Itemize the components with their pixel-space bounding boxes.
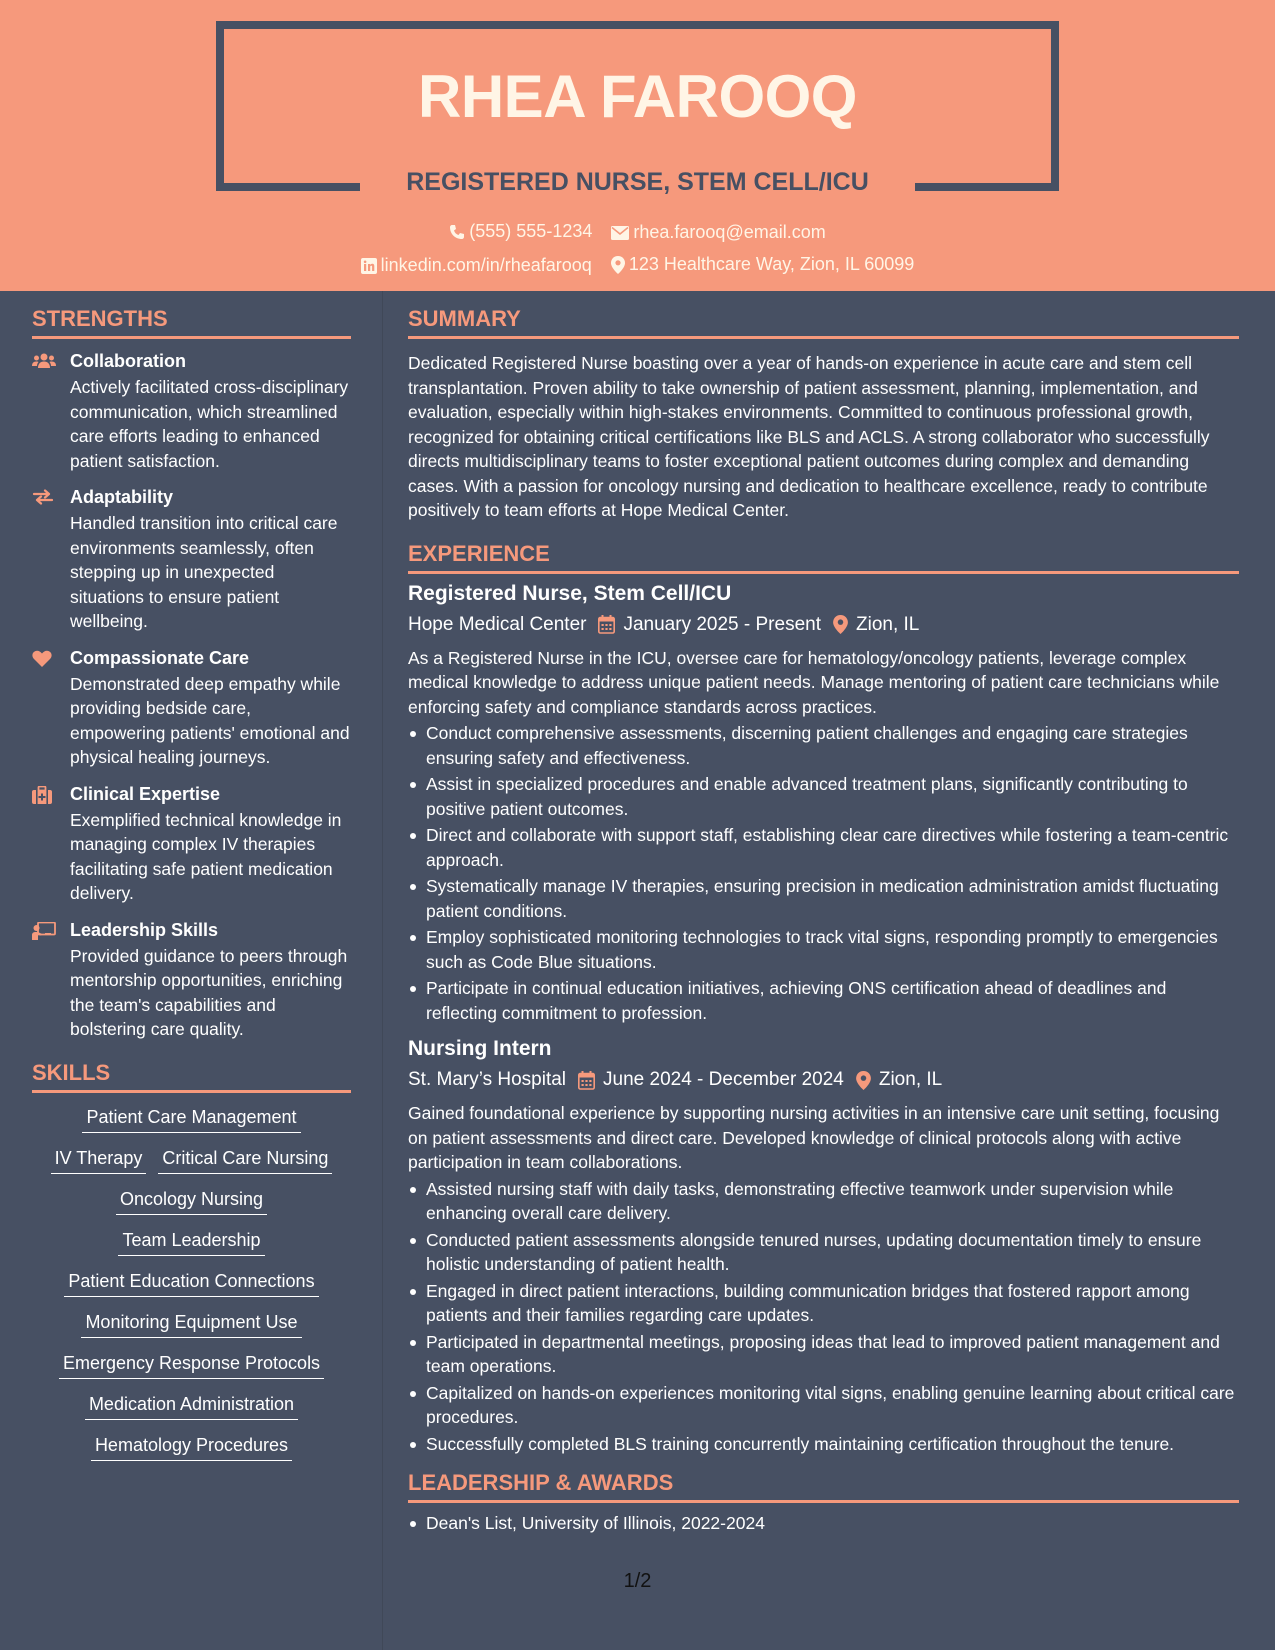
job-bullets: [408, 1177, 1239, 1457]
job-entry: [408, 582, 1239, 1026]
list-item: Conduct comprehensive assessments, discerning patient challenges and engaging care strategies ensuring safety and effectiveness.: [408, 721, 1239, 770]
job-title: Registered Nurse, Stem Cell/ICU: [408, 581, 732, 605]
phone-icon: [449, 224, 465, 240]
strength-item: [32, 920, 351, 1042]
strength-desc: Actively facilitated cross-disciplinary communication, which streamlined care efforts leading to enhanced patient satisfaction.: [70, 377, 349, 471]
experience-heading: EXPERIENCE: [408, 541, 1239, 574]
strength-title: Compassionate Care: [70, 647, 250, 668]
contact-email[interactable]: rhea.farooq@email.com: [611, 222, 825, 243]
resume-header: [0, 0, 1275, 291]
strength-title: Adaptability: [70, 487, 174, 507]
medkit-icon: [32, 786, 52, 804]
list-item: Participate in continual education initiatives, achieving ONS certification ahead of deadlines and reflecting commitment to profession.: [408, 976, 1239, 1025]
skill-tag: Patient Care Management: [82, 1107, 300, 1133]
job-company: St. Mary’s Hospital: [408, 1069, 567, 1090]
calendar-icon: [578, 1071, 595, 1090]
page-number: 1/2: [623, 1570, 652, 1592]
strength-title: Collaboration: [70, 351, 186, 371]
exchange-icon: [32, 489, 54, 505]
awards-list: [408, 1511, 1239, 1536]
heart-icon: [32, 650, 52, 668]
contact-row-2: [0, 254, 1275, 279]
job-location: Zion, IL: [878, 1069, 943, 1090]
list-item: Direct and collaborate with support staff, establishing clear care directives while fostering a team-centric approach.: [408, 823, 1239, 872]
list-item: Assist in specialized procedures and enable advanced treatment plans, significantly contributing to positive patient outcomes.: [408, 772, 1239, 821]
list-item: Assisted nursing staff with daily tasks, demonstrating effective teamwork under supervision while enhancing overall care delivery.: [408, 1177, 1239, 1226]
strength-item: [32, 784, 351, 906]
strength-desc: Provided guidance to peers through mentorship opportunities, enriching the team's capabilities and bolstering care quality.: [70, 945, 348, 1039]
list-item: Dean's List, University of Illinois, 2022-2024: [408, 1511, 1239, 1536]
linkedin-icon: [361, 258, 377, 274]
job-bullets: [408, 721, 1239, 1025]
skill-tag: Patient Education Connections: [64, 1271, 318, 1297]
job-meta: [408, 1069, 1239, 1091]
strength-title: Clinical Expertise: [70, 783, 221, 804]
strength-desc: Handled transition into critical care environments seamlessly, often stepping up in unexpected situations to ensure patient wellbeing.: [70, 513, 338, 631]
contact-row-1: [0, 221, 1275, 245]
job-description: As a Registered Nurse in the ICU, oversee care for hematology/oncology patients, leverage complex medical knowledge to address unique patient needs. Manage mentoring of patient care technicians while enforcing safety and compliance standards across practices.: [408, 647, 1220, 717]
strength-item: [32, 648, 351, 770]
skills-heading: SKILLS: [32, 1060, 351, 1093]
awards-heading: LEADERSHIP & AWARDS: [408, 1470, 1239, 1503]
list-item: Capitalized on hands-on experiences monitoring vital signs, enabling genuine learning about critical care procedures.: [408, 1381, 1239, 1430]
calendar-icon: [598, 615, 615, 634]
candidate-role: REGISTERED NURSE, STEM CELL/ICU: [406, 168, 869, 196]
right-column: [408, 306, 1239, 1538]
skill-tag: Critical Care Nursing: [158, 1148, 332, 1174]
left-column: [32, 306, 351, 1476]
skill-tag: Medication Administration: [85, 1394, 298, 1420]
job-company: Hope Medical Center: [408, 613, 587, 635]
strength-item: [32, 351, 351, 473]
job-entry: [408, 1037, 1239, 1456]
candidate-name: RHEA FAROOQ: [418, 63, 857, 130]
job-dates: June 2024 - December 2024: [603, 1069, 844, 1090]
list-item: Employ sophisticated monitoring technologies to track vital signs, responding promptly to emergencies such as Code Blue situations.: [408, 925, 1239, 974]
list-item: Participated in departmental meetings, proposing ideas that lead to improved patient management and team operations.: [408, 1330, 1239, 1379]
summary-heading: SUMMARY: [408, 306, 1239, 339]
skill-tag: Emergency Response Protocols: [59, 1353, 324, 1379]
map-marker-icon: [611, 256, 625, 274]
list-item: Systematically manage IV therapies, ensuring precision in medication administration amidst fluctuating patient conditions.: [408, 874, 1239, 923]
job-title: Nursing Intern: [408, 1037, 552, 1060]
job-meta: [408, 614, 1239, 636]
job-description: Gained foundational experience by supporting nursing activities in an intensive care unit setting, focusing on patient assessments and direct care. Developed knowledge of clinical protocols along with active participation in team collaborations.: [408, 1103, 1220, 1172]
chalkboard-teacher-icon: [32, 922, 56, 940]
skill-tag: Oncology Nursing: [116, 1189, 267, 1215]
list-item: Successfully completed BLS training concurrently maintaining certification throughout the tenure.: [408, 1432, 1239, 1457]
skill-tag: Team Leadership: [118, 1230, 264, 1256]
map-marker-icon: [856, 1071, 871, 1090]
strength-title: Leadership Skills: [70, 919, 219, 940]
contact-phone[interactable]: (555) 555-1234: [449, 221, 592, 242]
skills-list: [32, 1107, 351, 1461]
job-location: Zion, IL: [856, 613, 920, 635]
skill-tag: IV Therapy: [51, 1148, 147, 1174]
strength-desc: Exemplified technical knowledge in managing complex IV therapies facilitating safe patient medication delivery.: [70, 809, 342, 903]
contact-address: 123 Healthcare Way, Zion, IL 60099: [611, 254, 915, 275]
strength-desc: Demonstrated deep empathy while providing bedside care, empowering patients' emotional and physical healing journeys.: [70, 673, 350, 767]
strength-item: [32, 487, 351, 634]
skill-tag: Monitoring Equipment Use: [81, 1312, 301, 1338]
skill-tag: Hematology Procedures: [91, 1435, 292, 1461]
map-marker-icon: [833, 615, 848, 634]
summary-text: Dedicated Registered Nurse boasting over a year of hands-on experience in acute care and stem cell transplantation. Proven ability to take ownership of patient assessment, planning, implementation, and evaluation, especially within high-stakes environments. Committed to continuous professional growth, recognized for obtaining critical certifications like BLS and ACLS. A strong collaborator who successfully directs multidisciplinary teams to foster exceptional patient outcomes during complex and demanding cases. With a passion for oncology nursing and dedication to healthcare excellence, ready to contribute positively to team efforts at Hope Medical Center.: [408, 353, 1210, 520]
users-icon: [32, 353, 56, 369]
envelope-icon: [611, 226, 629, 240]
contact-linkedin[interactable]: linkedin.com/in/rheafarooq: [361, 255, 592, 276]
job-dates: January 2025 - Present: [623, 613, 821, 635]
list-item: Conducted patient assessments alongside tenured nurses, updating documentation timely to ensure holistic understanding of patient health.: [408, 1228, 1239, 1277]
list-item: Engaged in direct patient interactions, building communication bridges that fostered rapport among patients and their families regarding care updates.: [408, 1279, 1239, 1328]
strengths-heading: STRENGTHS: [32, 306, 351, 339]
